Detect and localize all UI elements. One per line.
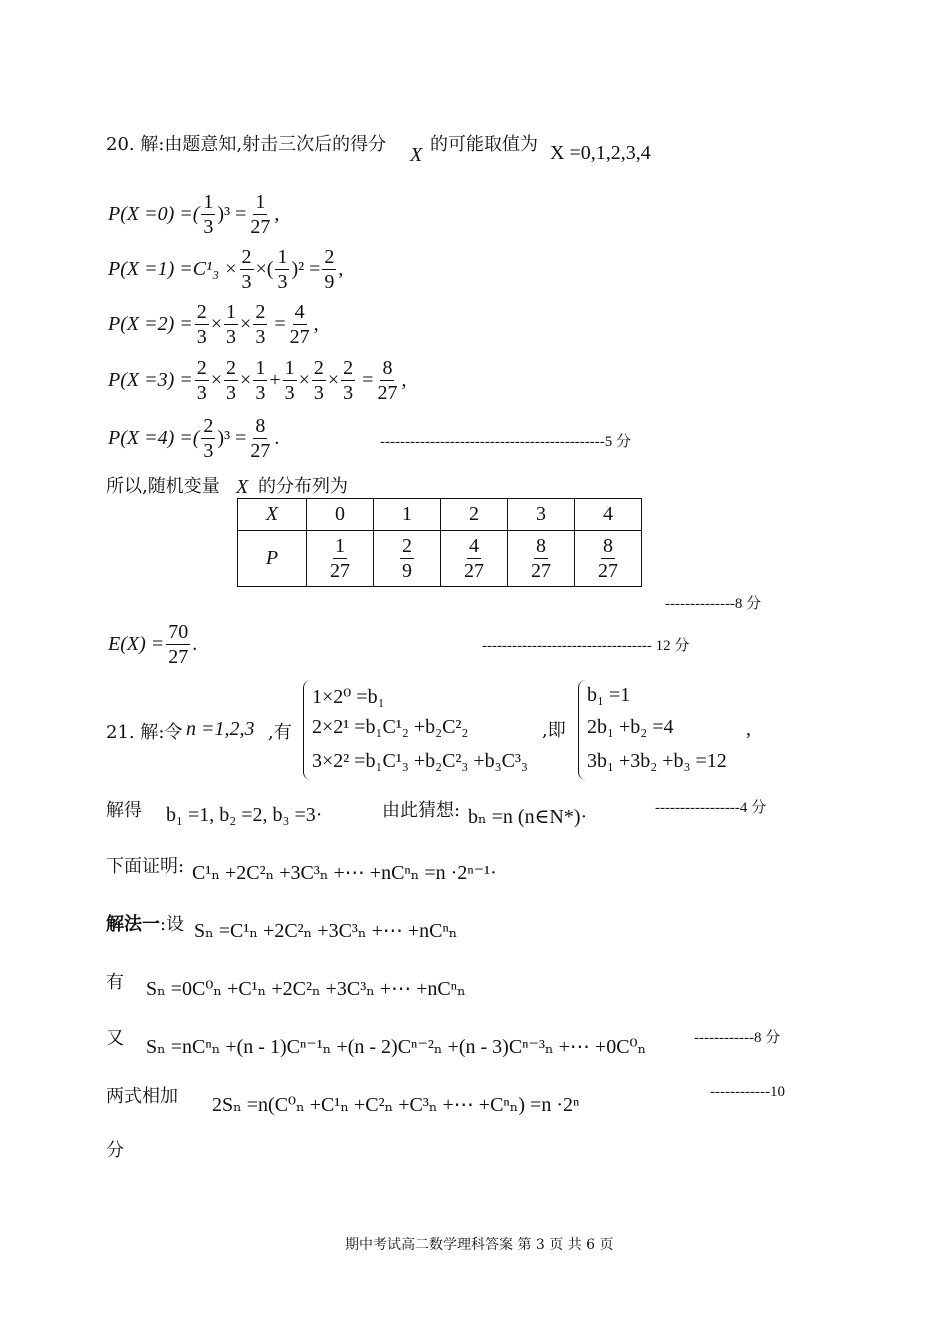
p-x0-mid: )³ = [217, 203, 247, 225]
p-x0-lhs: P(X =0) =( [108, 203, 200, 225]
p-x1-end: , [338, 258, 344, 280]
frac-den: 3 [203, 216, 214, 238]
table-row-x [238, 499, 642, 531]
system2-comma: , [746, 718, 751, 740]
sum-formula: 2Sₙ =n(C⁰ₙ +C¹ₙ +C²ₙ +C³ₙ +⋯ +Cⁿₙ) =n ·2ⁿ [212, 1094, 580, 1116]
frac-den: 27 [250, 440, 271, 462]
sn-forward: Sₙ =0C⁰ₙ +C¹ₙ +2C²ₙ +3C³ₙ +⋯ +nCⁿₙ [146, 978, 466, 1000]
equals: = [269, 313, 286, 335]
p-x4-formula [108, 414, 279, 463]
fraction [166, 620, 190, 669]
frac-den: 27 [330, 560, 350, 582]
fraction [288, 300, 312, 349]
p-x3-formula: P(X =3) = $\frac{2}{3}$ × $\frac{2}{3}$ × $\frac{1}{3}$ + $\frac{1}{3}$ × $\frac{2}{3}$ × $\frac{2}{3}$ = $\frac{8}{27}$ , [108, 357, 407, 404]
table-head-p: P [238, 531, 307, 587]
add-label: 两式相加 [106, 1086, 178, 1107]
frac-num: 2 [241, 246, 252, 268]
frac-num: 8 [255, 415, 266, 437]
q20-values: X =0,1,2,3,4 [550, 142, 651, 164]
jiede-label: 解得 [106, 800, 142, 821]
system1-line1: 1×2⁰ =b₁ [312, 686, 385, 708]
p-x3-end: , [401, 369, 407, 391]
frac-den: 9 [402, 560, 412, 582]
system2-line2: 2b₁ +b₂ =4 [587, 716, 674, 738]
fraction [195, 300, 209, 349]
method-label [106, 910, 184, 936]
frac-den: 3 [255, 326, 266, 348]
frac-den: 3 [196, 326, 207, 348]
frac-num: 2 [255, 301, 266, 323]
table-cell-x1: 1 [374, 499, 441, 531]
page-footer: 期中考试高二数学理科答案 第 3 页 共 6 页 [345, 1237, 614, 1253]
table-intro-a: 所以,随机变量 [106, 476, 220, 497]
fraction [312, 356, 326, 405]
fraction [400, 534, 414, 583]
table-row-p [238, 531, 642, 587]
fraction [201, 190, 215, 239]
p-x1-mid: ×( [255, 258, 274, 280]
p-x1-rest: )² = [291, 258, 321, 280]
fen-label: 分 [106, 1140, 124, 1161]
system1-line2: 2×2¹ =b₁C¹₂ +b₂C²₂ [312, 716, 469, 738]
frac-num: 2 [324, 246, 335, 268]
frac-num: 1 [203, 191, 214, 213]
fraction [195, 356, 209, 405]
frac-num: 1 [255, 191, 266, 213]
frac-num: 2 [343, 357, 354, 379]
table-head-x: X [238, 499, 307, 531]
fraction [253, 300, 267, 349]
system2-line1: b₁ =1 [587, 684, 631, 706]
guess-label: 由此猜想: [382, 800, 461, 821]
system1-line3: 3×2² =b₁C¹₃ +b₂C²₃ +b₃C³₃ [312, 750, 528, 772]
fraction [253, 356, 267, 405]
frac-num: 8 [603, 535, 613, 557]
score-5: ---------------------------------------------5 分 [380, 434, 632, 450]
expectation-lhs: E(X) = [108, 633, 165, 655]
fraction [462, 534, 486, 583]
frac-num: 4 [469, 535, 479, 557]
table-cell-p2 [441, 531, 508, 587]
table-cell-x4: 4 [575, 499, 642, 531]
frac-den: 27 [531, 560, 551, 582]
fraction [248, 190, 272, 239]
p-x2-lhs: P(X =2) = [108, 313, 193, 335]
expectation-formula [108, 620, 197, 669]
frac-num: 1 [335, 535, 345, 557]
frac-den: 27 [250, 216, 271, 238]
p-x1-lhs: P(X =1) =C¹₃ × [108, 258, 238, 280]
frac-num: 4 [294, 301, 305, 323]
fraction [240, 245, 254, 294]
solution: b₁ =1, b₂ =2, b₃ =3· [166, 804, 323, 826]
frac-num: 8 [382, 357, 393, 379]
frac-den: 3 [284, 382, 295, 404]
frac-den: 27 [168, 646, 189, 668]
frac-num: 2 [203, 415, 214, 437]
frac-den: 3 [241, 271, 252, 293]
frac-den: 3 [226, 326, 237, 348]
frac-den: 3 [226, 382, 237, 404]
q20-intro: 20. 解:由题意知,射击三次后的得分 [106, 134, 387, 155]
fraction [375, 356, 399, 405]
q21-you: ,有 [268, 722, 292, 743]
p-x0-formula [108, 190, 279, 239]
frac-den: 27 [377, 382, 398, 404]
equals: = [357, 369, 374, 391]
p-x1-formula [108, 245, 343, 294]
you-again-label: 又 [106, 1028, 124, 1049]
table-cell-p0 [307, 531, 374, 587]
fraction [341, 356, 355, 405]
p-x4-end: . [274, 427, 280, 449]
frac-den: 27 [598, 560, 618, 582]
frac-den: 3 [196, 382, 207, 404]
frac-num: 70 [168, 621, 189, 643]
table-cell-p1 [374, 531, 441, 587]
method-bold: 解法一 [106, 914, 160, 935]
table-intro-x: X [236, 476, 249, 498]
fraction [201, 414, 215, 463]
frac-den: 27 [289, 326, 310, 348]
frac-num: 1 [226, 301, 237, 323]
table-cell-p3 [508, 531, 575, 587]
fraction [322, 245, 336, 294]
frac-num: 1 [284, 357, 295, 379]
fraction [275, 245, 289, 294]
frac-den: 3 [255, 382, 266, 404]
frac-num: 2 [402, 535, 412, 557]
frac-num: 1 [255, 357, 266, 379]
fraction [224, 300, 238, 349]
frac-num: 8 [536, 535, 546, 557]
fraction [596, 534, 620, 583]
table-cell-x0: 0 [307, 499, 374, 531]
method-rest: :设 [160, 914, 185, 935]
q21-n-values: n =1,2,3 [186, 718, 255, 740]
q20-var-x: X [410, 144, 423, 166]
frac-num: 2 [226, 357, 237, 379]
prove-label: 下面证明: [106, 856, 185, 877]
table-cell-x3: 3 [508, 499, 575, 531]
fraction [248, 414, 272, 463]
prove-statement: C¹ₙ +2C²ₙ +3C³ₙ +⋯ +nCⁿₙ =n ·2ⁿ⁻¹· [192, 862, 497, 884]
q20-intro2: 的可能取值为 [430, 134, 538, 155]
you-label: 有 [106, 972, 124, 993]
frac-num: 1 [277, 246, 288, 268]
sn-reverse: Sₙ =nCⁿₙ +(n - 1)Cⁿ⁻¹ₙ +(n - 2)Cⁿ⁻²ₙ +(n - 3)Cⁿ⁻³ₙ +⋯ +0C⁰ₙ [146, 1036, 647, 1058]
p-x4-rest: )³ = [217, 427, 247, 449]
score-10: ------------10 [710, 1084, 785, 1100]
score-8b: ------------8 分 [694, 1030, 781, 1046]
score-4: -----------------4 分 [655, 800, 767, 816]
p-x4-lhs: P(X =4) =( [108, 427, 200, 449]
score-8: --------------8 分 [665, 596, 762, 612]
fraction [529, 534, 553, 583]
system2-line3: 3b₁ +3b₂ +b₃ =12 [587, 750, 727, 772]
frac-num: 2 [313, 357, 324, 379]
frac-den: 3 [313, 382, 324, 404]
frac-den: 3 [343, 382, 354, 404]
expectation-end: . [192, 633, 198, 655]
sn-definition: Sₙ =C¹ₙ +2C²ₙ +3C³ₙ +⋯ +nCⁿₙ [194, 920, 458, 942]
left-brace-1 [303, 680, 312, 780]
frac-num: 2 [196, 357, 207, 379]
fraction [283, 356, 297, 405]
frac-den: 9 [324, 271, 335, 293]
frac-den: 3 [203, 440, 214, 462]
p-x2-end: , [313, 313, 319, 335]
fraction [224, 356, 238, 405]
table-cell-p4 [575, 531, 642, 587]
frac-num: 2 [196, 301, 207, 323]
p-x2-formula: P(X =2) = $\frac{2}{3}$ × $\frac{1}{3}$ × $\frac{2}{3}$ = $\frac{4}{27}$ , [108, 301, 319, 348]
left-brace-2 [578, 680, 587, 780]
fraction [328, 534, 352, 583]
score-12: ---------------------------------- 12 分 [482, 638, 690, 654]
p-x3-lhs: P(X =3) = [108, 369, 193, 391]
table-intro-b: 的分布列为 [258, 476, 348, 497]
guess: bₙ =n (n∈N*)· [468, 806, 588, 828]
p-x0-end: , [274, 203, 280, 225]
q21-ji: ,即 [542, 720, 566, 741]
table-cell-x2: 2 [441, 499, 508, 531]
distribution-table [237, 498, 642, 587]
frac-den: 3 [277, 271, 288, 293]
frac-den: 27 [464, 560, 484, 582]
q21-intro: 21. 解:令 [106, 722, 183, 743]
